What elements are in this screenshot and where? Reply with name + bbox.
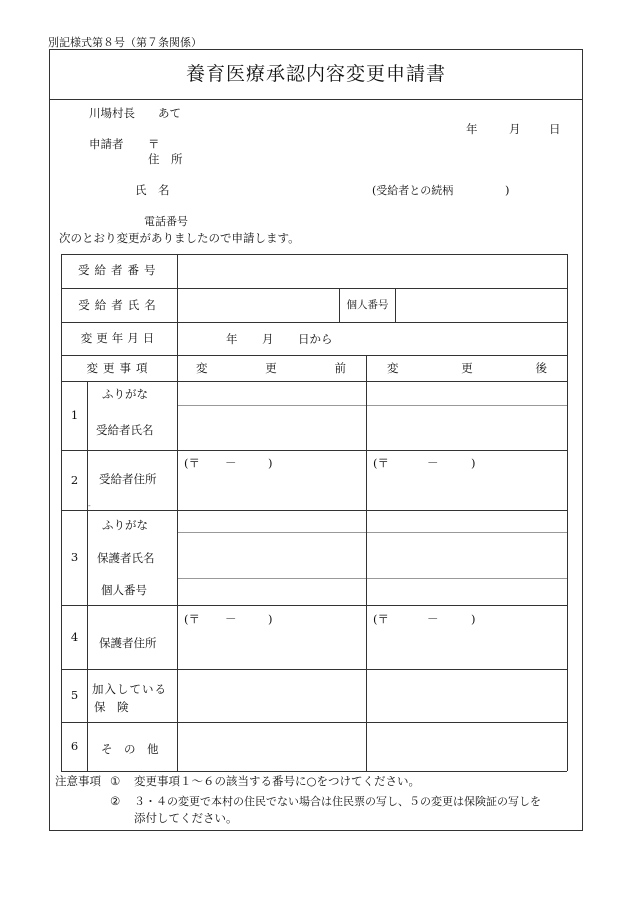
after-header-char: 後	[535, 361, 547, 375]
table-line	[61, 450, 567, 451]
phone-label: 電話番号	[144, 215, 188, 228]
note-2-text: ３・４の変更で本村の住民でない場合は住民票の写し、５の変更は保険証の写しを	[134, 795, 541, 808]
row2-recipient-address-label: 受給者住所	[99, 472, 157, 486]
row2-before-postal-dash: －	[225, 456, 237, 470]
table-thin-line	[177, 578, 567, 579]
row-number-3: 3	[70, 550, 79, 565]
table-line	[61, 722, 567, 723]
row5-insurance-label-line2: 保 険	[94, 700, 129, 714]
table-thin-line	[177, 405, 567, 406]
row6-other-label: そ の 他	[101, 742, 159, 756]
row3-furigana-label: ふりがな	[102, 518, 148, 532]
table-border-bottom	[61, 771, 567, 772]
relationship-close: )	[505, 183, 510, 197]
row1-recipient-name-label: 受給者氏名	[96, 423, 154, 437]
note-2-mark: ②	[110, 794, 121, 808]
notes-heading: 注意事項	[55, 774, 101, 788]
form-title: 養育医療承認内容変更申請書	[185, 63, 446, 85]
table-line	[61, 381, 567, 382]
after-header	[387, 363, 547, 375]
postal-mark: 〒	[148, 137, 160, 151]
table-before-after-divider	[366, 355, 367, 771]
name-label: 氏 名	[135, 183, 170, 197]
row4-guardian-address-label: 保護者住所	[99, 636, 157, 650]
personal-number-label: 個人番号	[346, 299, 389, 312]
after-header-char: 更	[461, 361, 473, 375]
change-date-label: 変更年月日	[80, 331, 159, 346]
row-number-2: 2	[70, 472, 79, 487]
table-thin-line	[177, 532, 567, 533]
date-year-label: 年	[466, 122, 478, 136]
table-line	[61, 510, 567, 511]
table-label-divider	[177, 254, 178, 771]
note-1-text: 変更事項１～６の該当する番号に○をつけてください。	[134, 774, 421, 788]
row4-before-postal-close: )	[268, 612, 273, 626]
address-label: 住 所	[148, 152, 183, 166]
table-line	[395, 288, 396, 322]
row4-after-postal-dash: －	[427, 612, 439, 626]
date-month-label: 月	[509, 122, 521, 136]
before-header	[196, 363, 346, 375]
applicant-label: 申請者	[89, 137, 124, 151]
change-items-label: 変更事項	[86, 360, 153, 375]
row2-after-postal-close: )	[471, 456, 476, 470]
before-header-char: 更	[265, 361, 277, 375]
before-header-char: 前	[334, 361, 346, 375]
table-border-right	[567, 254, 568, 771]
addressee: 川場村長 あて	[89, 106, 181, 120]
form-frame	[49, 49, 583, 831]
row4-after-postal-open: (〒	[373, 612, 389, 626]
table-border-top	[61, 254, 567, 255]
table-number-divider	[87, 381, 88, 771]
row2-mark: -	[88, 501, 91, 510]
row2-after-postal-open: (〒	[373, 456, 389, 470]
row4-before-postal-open: (〒	[184, 612, 200, 626]
row2-after-postal-dash: －	[427, 456, 439, 470]
change-date-month: 月	[262, 332, 274, 346]
row2-before-postal-open: (〒	[184, 456, 200, 470]
before-header-char: 変	[196, 361, 208, 375]
row4-before-postal-dash: －	[225, 612, 237, 626]
row3-personal-number-label: 個人番号	[101, 583, 147, 597]
table-line	[61, 669, 567, 670]
row-number-4: 4	[70, 629, 79, 644]
row5-insurance-label-line1: 加入している	[92, 682, 167, 696]
form-number: 別記様式第８号（第７条関係）	[48, 36, 202, 49]
note-1-mark: ①	[110, 774, 121, 788]
note-2-text-cont: 添付してください。	[134, 811, 238, 825]
row1-furigana-label: ふりがな	[102, 387, 148, 401]
after-header-char: 変	[387, 361, 399, 375]
recipient-number-label	[78, 265, 162, 277]
row3-guardian-name-label: 保護者氏名	[97, 551, 155, 565]
change-date-from: 日から	[298, 332, 333, 346]
row-number-6: 6	[70, 739, 79, 754]
row4-after-postal-close: )	[471, 612, 476, 626]
row-number-1: 1	[70, 408, 79, 423]
date-day-label: 日	[549, 122, 561, 136]
recipient-name-label: 受給者氏名	[78, 297, 161, 312]
row2-before-postal-close: )	[268, 456, 273, 470]
row-number-5: 5	[70, 688, 79, 703]
change-date-year: 年	[226, 332, 238, 346]
recipient-number-text: 受給者番号	[78, 263, 161, 277]
intro-text: 次のとおり変更がありましたので申請します。	[59, 231, 300, 245]
table-line	[61, 605, 567, 606]
title-divider	[49, 99, 583, 100]
relationship-label: (受給者との続柄	[372, 184, 454, 197]
